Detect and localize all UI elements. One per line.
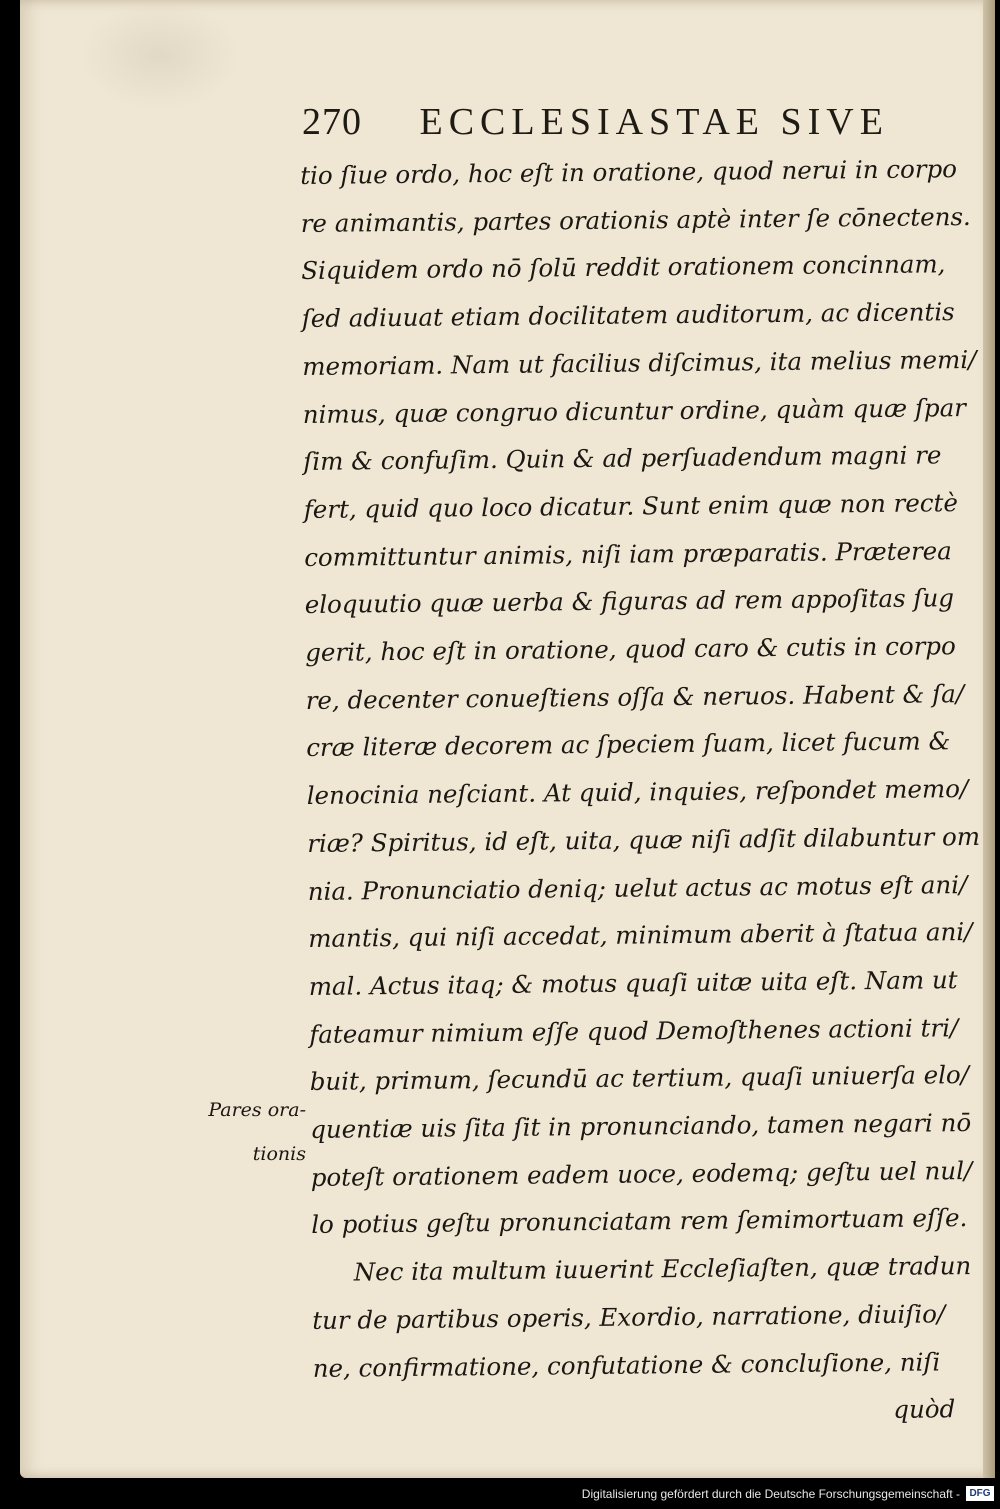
text-line: riæ? Spiritus, id eſt, uita, quæ niſi adſit dilabuntur om: [307, 821, 981, 858]
text-line: re, decenter conueſtiens oſſa & neruos. Habent & ſa/: [305, 678, 965, 715]
marginal-note-line: Pares ora-: [208, 1099, 306, 1121]
funding-credit: Digitalisierung gefördert durch die Deutsche Forschungsgemeinschaft -: [581, 1487, 960, 1501]
text-line: buit, primum, ſecundū ac tertium, quaſi uniuerſa elo/: [309, 1060, 970, 1097]
footer-bar: [0, 1478, 1000, 1509]
marginal-note-line: tionis: [252, 1143, 306, 1165]
text-line: lo potius geſtu pronunciatam rem ſemimortuam eſſe.: [311, 1203, 968, 1240]
text-line: committuntur animis, niſi iam præparatis. Præterea: [304, 535, 952, 572]
text-line: tio ſiue ordo, hoc eſt in oratione, quod nerui in corpo: [300, 154, 958, 190]
dfg-logo: DFG: [966, 1486, 994, 1501]
text-line: lenocinia neſciant. At quid, inquies, reſpondet memo/: [306, 774, 969, 811]
marginal-note: [196, 1088, 306, 1176]
page-edge: [983, 0, 995, 1478]
running-head: [302, 100, 942, 150]
text-line: re animantis, partes orationis aptè inter ſe cōnectens.: [300, 201, 971, 238]
text-line: poteſt orationem eadem uoce, eodemq; geſtu uel nul/: [310, 1155, 973, 1192]
text-line: nimus, quæ congruo dicuntur ordine, quàm quæ ſpar: [302, 392, 967, 429]
text-line: ſim & confuſim. Quin & ad perſuadendum magni re: [303, 440, 942, 477]
body-text: [300, 145, 981, 1440]
paper-stain: [80, 0, 240, 110]
text-line: fert, quid quo loco dicatur. Sunt enim quæ non rectè: [303, 488, 959, 524]
running-title: ECCLESIASTAE SIVE: [419, 101, 889, 143]
text-line: ne, confirmatione, confutatione & concluſione, niſi: [312, 1346, 941, 1383]
text-line: eloquutio quæ uerba & figuras ad rem appoſitas ſug: [304, 583, 955, 620]
text-line: mal. Actus itaq; & motus quaſi uitæ uita eſt. Nam ut: [308, 965, 958, 1001]
text-line: Siquidem ordo nō ſolū reddit orationem concinnam,: [301, 249, 946, 286]
text-line: gerit, hoc eſt in oratione, quod caro & cutis in corpo: [305, 631, 956, 668]
text-line: nia. Pronunciatio deniq; uelut actus ac motus eſt ani/: [307, 869, 968, 906]
text-line: tur de partibus operis, Exordio, narratione, diuiſio/: [312, 1299, 946, 1335]
text-line: fateamur nimium eſſe quod Demoſthenes actioni tri/: [309, 1012, 959, 1049]
text-line: ſed adiuuat etiam docilitatem auditorum, ac dicentis: [301, 297, 955, 334]
page-number: 270: [302, 101, 362, 143]
text-line: quentiæ uis ſita ſit in pronunciando, tamen negari nō: [310, 1108, 972, 1145]
paragraph-start-line: Nec ita multum iuuerint Eccleſiaſten, quæ tradun: [353, 1251, 972, 1287]
catchword: quòd: [893, 1394, 956, 1425]
text-line: cræ literæ decorem ac ſpeciem ſuam, licet fucum &: [306, 726, 951, 763]
text-line: memoriam. Nam ut facilius diſcimus, ita melius memi/: [302, 344, 977, 381]
text-line: mantis, qui niſi accedat, minimum aberit à ſtatua ani/: [308, 917, 973, 954]
